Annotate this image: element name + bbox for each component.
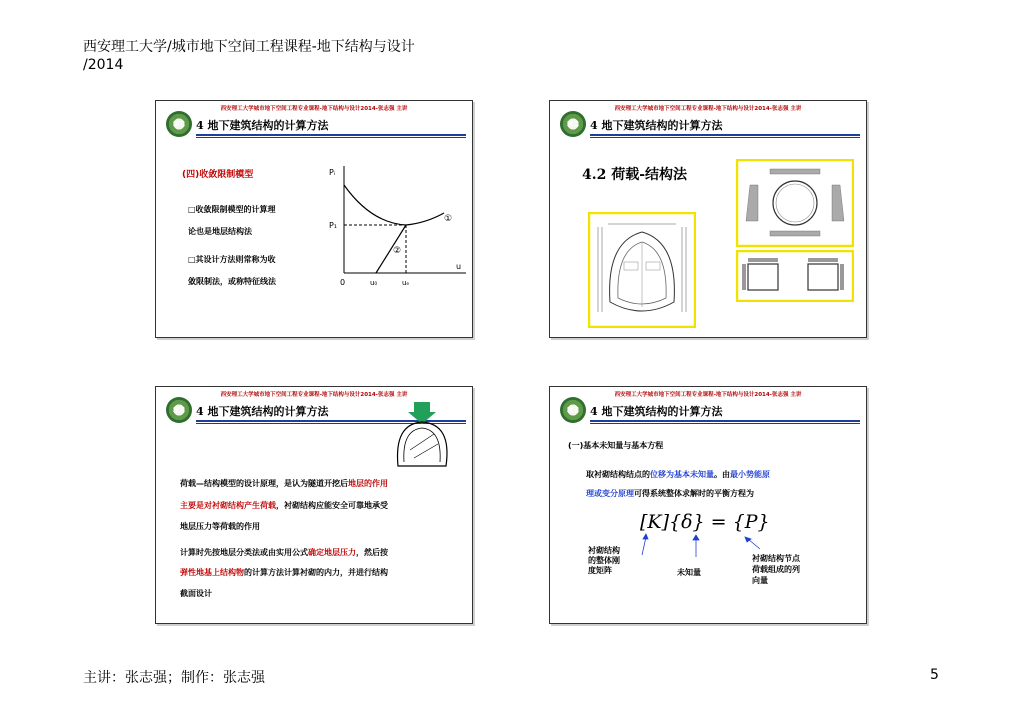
intro-line-1: [586, 469, 770, 480]
course-banner: 西安理工大学城市地下空间工程专业课程-地下结构与设计2014-张志强 主讲: [220, 392, 408, 398]
university-logo: [166, 111, 192, 137]
logo-text: 理工: [566, 407, 579, 414]
page-number: 5: [930, 667, 939, 683]
paragraph-1-line-3: 地层压力等荷载的作用: [180, 522, 260, 531]
course-banner: 西安理工大学城市地下空间工程专业课程-地下结构与设计2014-张志强 主讲: [220, 106, 408, 112]
paragraph-1-text-b: ，衬砌结构应能安全可靠地承受: [276, 501, 388, 510]
k-label-line-1: 衬砌结构: [588, 546, 620, 555]
paragraph-1-highlight-a: 地层的作用: [348, 479, 388, 488]
bullet-2-line-1: □其设计方法则常称为收: [188, 255, 276, 264]
load-arrow-body: [414, 402, 430, 412]
y-axis-label: Pᵢ: [329, 168, 336, 177]
characteristic-curve-graph: [326, 161, 468, 291]
paragraph-2-line-3: 截面设计: [180, 589, 212, 598]
slide-basic-unknowns: [549, 386, 867, 624]
curve-2-label: ②: [393, 246, 402, 256]
intro-text-b: 。由: [714, 470, 730, 479]
p-vector-label: [752, 553, 800, 586]
slide-load-structure-model: [155, 386, 473, 624]
footer-lecturer: 主讲：张志强；制作：张志强: [83, 670, 265, 686]
slide-load-structure-method: [549, 100, 867, 338]
ground-reaction-curve: [344, 185, 444, 225]
paragraph-1-text-a: 荷载—结构模型的设计原理，是认为隧道开挖后: [180, 479, 348, 488]
paragraph-1-line-1: [180, 478, 388, 489]
intro-highlight-a: 位移为基本未知量: [650, 470, 714, 479]
logo-text: 理工: [172, 407, 185, 414]
intro-highlight-c: 理或变分原理: [586, 489, 634, 498]
title-rule: [590, 420, 860, 422]
origin-label: 0: [340, 278, 346, 287]
paragraph-2-line-1: [180, 547, 388, 558]
title-rule: [590, 134, 860, 136]
section-title: 4 地下建筑结构的计算方法: [590, 119, 723, 132]
delta-label: 未知量: [677, 568, 701, 577]
rectangular-frame-diagrams: [736, 250, 854, 302]
p1-label: P₁: [329, 221, 338, 230]
section-title: 4 地下建筑结构的计算方法: [590, 405, 723, 418]
university-logo: [560, 111, 586, 137]
paragraph-2-line-2: [180, 567, 388, 578]
paragraph-2-highlight-a: 确定地层压力: [308, 548, 356, 557]
curve-1-label: ①: [444, 214, 453, 224]
slide-heading: (一)基本未知量与基本方程: [568, 441, 664, 450]
page-header: [83, 38, 415, 74]
bullet-1-line-1: □收敛限制模型的计算理: [188, 205, 276, 214]
k-matrix-label: [588, 546, 620, 576]
k-label-line-3: 度矩阵: [588, 566, 612, 575]
header-line-2: /2014: [83, 57, 124, 73]
paragraph-2-text-b: ，然后按: [356, 548, 388, 557]
bullet-2-line-2: 敛限制法，或称特征线法: [188, 277, 276, 286]
p-label-line-2: 荷载组成的列: [752, 565, 800, 574]
title-rule-red: [590, 423, 860, 424]
university-logo: [560, 397, 586, 423]
course-banner: 西安理工大学城市地下空间工程专业课程-地下结构与设计2014-张志强 主讲: [614, 106, 802, 112]
intro-text-a: 取衬砌结构结点的: [586, 470, 650, 479]
tunnel-load-diagram: [588, 212, 696, 328]
tunnel-lining-sketch: [390, 400, 462, 472]
title-rule-red: [196, 137, 466, 138]
header-line-1: 西安理工大学/城市地下空间工程课程-地下结构与设计: [83, 39, 415, 55]
intro-line-2: [586, 488, 754, 499]
k-label-line-2: 的整体刚: [588, 556, 620, 565]
university-logo: [166, 397, 192, 423]
ue-label: uₑ: [402, 279, 410, 287]
paragraph-2-text-a: 计算时先按地层分类法或由实用公式: [180, 548, 308, 557]
support-line: [376, 225, 406, 273]
p-label-line-1: 衬砌结构节点: [752, 554, 800, 563]
equilibrium-equation: [K]{δ} = {P}: [640, 511, 770, 533]
intro-highlight-b: 最小势能原: [730, 470, 770, 479]
title-rule-red: [590, 137, 860, 138]
circular-tunnel-load-diagram: [736, 159, 854, 247]
paragraph-2-highlight-b: 弹性地基上结构物: [180, 568, 244, 577]
section-title: 4 地下建筑结构的计算方法: [196, 405, 329, 418]
x-axis-label: u: [456, 262, 462, 271]
intro-text-c: 可得系统整体求解时的平衡方程为: [634, 489, 754, 498]
slide-convergence-confinement: [155, 100, 473, 338]
slide-heading: (四)收敛限制模型: [182, 170, 254, 180]
section-title: 4 地下建筑结构的计算方法: [196, 119, 329, 132]
paragraph-1-line-2: [180, 500, 388, 511]
paragraph-2-text-c: 的计算方法计算衬砌的内力，并进行结构: [244, 568, 388, 577]
logo-text: 理工: [172, 121, 185, 128]
title-rule: [196, 134, 466, 136]
slide-heading: 4.2 荷载-结构法: [582, 167, 688, 183]
p-label-line-3: 向量: [752, 576, 768, 585]
u0-label: u₀: [370, 279, 378, 287]
paragraph-1-highlight-b: 主要是对衬砌结构产生荷载: [180, 501, 276, 510]
bullet-1-line-2: 论也是地层结构法: [188, 227, 252, 236]
logo-text: 理工: [566, 121, 579, 128]
course-banner: 西安理工大学城市地下空间工程专业课程-地下结构与设计2014-张志强 主讲: [614, 392, 802, 398]
